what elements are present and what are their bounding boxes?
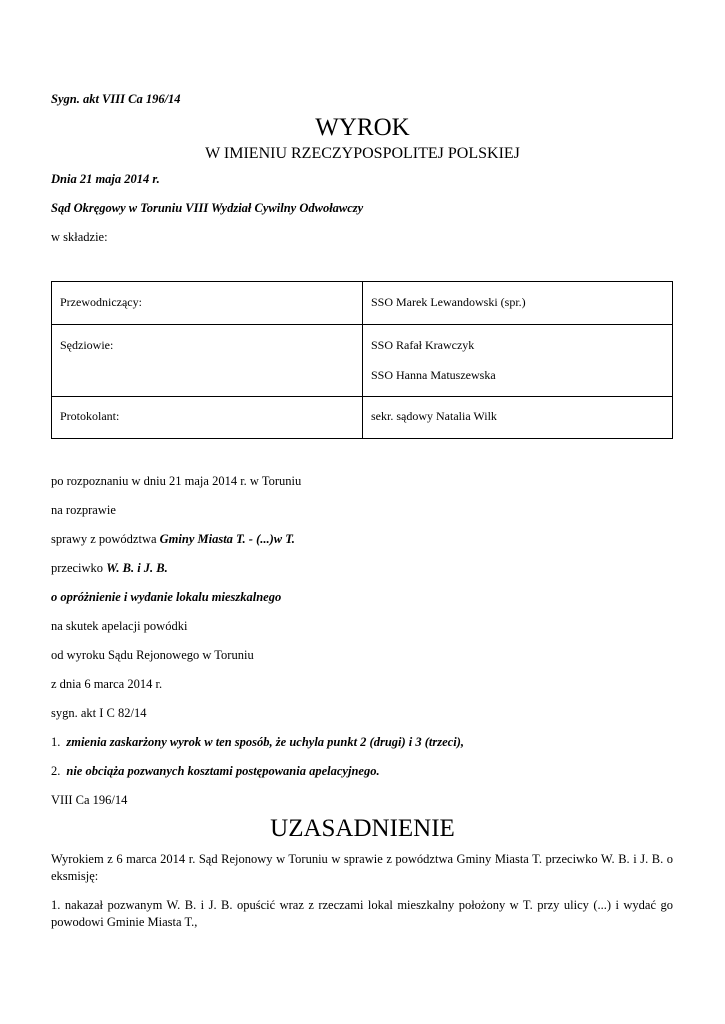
justification-paragraph-1: Wyrokiem z 6 marca 2014 r. Sąd Rejonowy w Toruniu w sprawie z powództwa Gminy Miasta T. przeciwko W. B. i J. B. o eksmisję: [51,852,673,883]
ruling-item-number: 1. [51,735,61,749]
second-signature: VIII Ca 196/14 [51,793,128,807]
panel-role-cell [52,325,363,397]
body-line-hearing: po rozpoznaniu w dniu 21 maja 2014 r. w Toruniu [51,474,302,488]
panel-name: sekr. sądowy Natalia Wilk [371,409,497,423]
court-panel-table [51,281,673,439]
document-subtitle: W IMIENIU RZECZYPOSPOLITEJ POLSKIEJ [205,145,520,162]
ruling-item-number: 2. [51,764,61,778]
ruling-item-text: nie obciąża pozwanych kosztami postępowania apelacyjnego. [66,764,380,778]
body-line-session: na rozprawie [51,503,116,517]
case-signature: Sygn. akt VIII Ca 196/14 [51,92,181,106]
body-line-appeal: na skutek apelacji powódki [51,619,188,633]
justification-heading: UZASADNIENIE [270,815,455,842]
panel-names-cell [363,397,673,439]
case-subject: o opróżnienie i wydanie lokalu mieszkalnego [51,590,282,604]
body-line-lower-signature: sygn. akt I C 82/14 [51,706,147,720]
justification-paragraph-2: 1. nakazał pozwanym W. B. i J. B. opuścić wraz z rzeczami lokal mieszkalny położony w T. przy ulicy (...) i wydać go powodowi Gminie Miasta T., [51,898,673,929]
panel-name: SSO Rafał Krawczyk [371,338,475,352]
panel-role: Przewodniczący: [60,295,142,309]
defendants-names: W. B. i J. B. [106,561,168,575]
ruling-item-2 [51,764,380,779]
body-line-lower-date: z dnia 6 marca 2014 r. [51,677,163,691]
panel-row-presiding [52,282,673,325]
panel-row-judges [52,325,673,397]
panel-name: SSO Marek Lewandowski (spr.) [371,295,526,309]
document-title: WYROK [315,114,410,141]
panel-names-cell [363,325,673,397]
body-line-plaintiff [51,532,295,547]
panel-role: Protokolant: [60,409,120,423]
panel-role-cell [52,282,363,325]
defendants-prefix: przeciwko [51,561,107,575]
panel-names-cell [363,282,673,325]
panel-role: Sędziowie: [60,338,114,352]
court-name: Sąd Okręgowy w Toruniu VIII Wydział Cywilny Odwoławczy [51,201,364,215]
panel-name: SSO Hanna Matuszewska [371,368,496,382]
plaintiff-prefix: sprawy z powództwa [51,532,160,546]
composition-label: w składzie: [51,230,108,244]
panel-row-clerk [52,397,673,439]
panel-role-cell [52,397,363,439]
judgment-date: Dnia 21 maja 2014 r. [51,172,160,186]
plaintiff-name: Gminy Miasta T. - (...)w T. [159,532,295,546]
ruling-item-1 [51,735,464,750]
body-line-defendants [51,561,168,576]
ruling-item-text: zmienia zaskarżony wyrok w ten sposób, że uchyla punkt 2 (drugi) i 3 (trzeci), [66,735,464,749]
body-line-lower-court: od wyroku Sądu Rejonowego w Toruniu [51,648,254,662]
